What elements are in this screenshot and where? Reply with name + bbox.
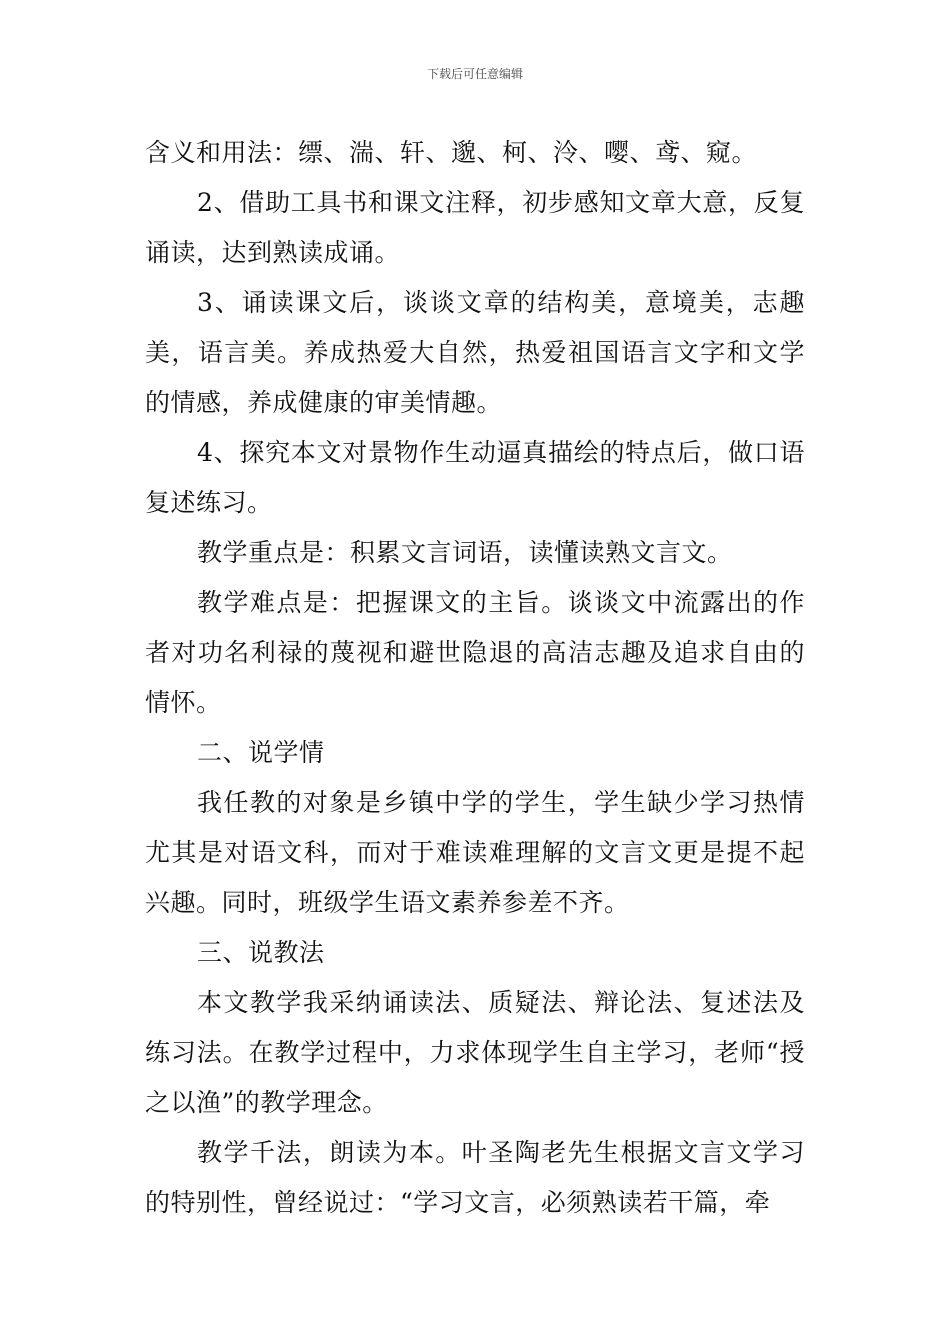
section-heading-teaching-method: 三、说教法 (197, 938, 325, 967)
paragraph-goal-3: 3、诵读课文后，谈谈文章的结构美，意境美，志趣美，语言美。养成热爱大自然，热爱祖国语言文字和文学的情感，养成健康的审美情趣。 (145, 288, 805, 417)
document-body (145, 128, 805, 1228)
paragraph-difficulty: 教学难点是：把握课文的主旨。谈谈文中流露出的作者对功名利禄的蔑视和避世隐退的高洁志趣及追求自由的情怀。 (145, 588, 805, 717)
paragraph-goal-4: 4、探究本文对景物作生动逼真描绘的特点后，做口语复述练习。 (145, 438, 805, 517)
section-heading-student-situation: 二、说学情 (197, 738, 325, 767)
page-header: 下载后可任意编辑 (426, 67, 523, 81)
paragraph-key-point: 教学重点是：积累文言词语，读懂读熟文言文。 (197, 538, 733, 567)
paragraph-student-situation: 我任教的对象是乡镇中学的学生，学生缺少学习热情尤其是对语文科，而对于难读难理解的文言文更是提不起兴趣。同时，班级学生语文素养参差不齐。 (145, 788, 805, 917)
paragraph-reading-basis: 教学千法，朗读为本。叶圣陶老先生根据文言文学习的特别性，曾经说过：“学习文言，必须熟读若干篇，牵 (145, 1138, 805, 1217)
paragraph-vocabulary: 含义和用法：缥、湍、轩、邈、柯、泠、嘤、鸢、窥。 (145, 138, 758, 167)
paragraph-goal-2: 2、借助工具书和课文注释，初步感知文章大意，反复诵读，达到熟读成诵。 (145, 188, 805, 267)
paragraph-teaching-method: 本文教学我采纳诵读法、质疑法、辩论法、复述法及练习法。在教学过程中，力求体现学生自主学习，老师“授之以渔”的教学理念。 (145, 988, 805, 1117)
